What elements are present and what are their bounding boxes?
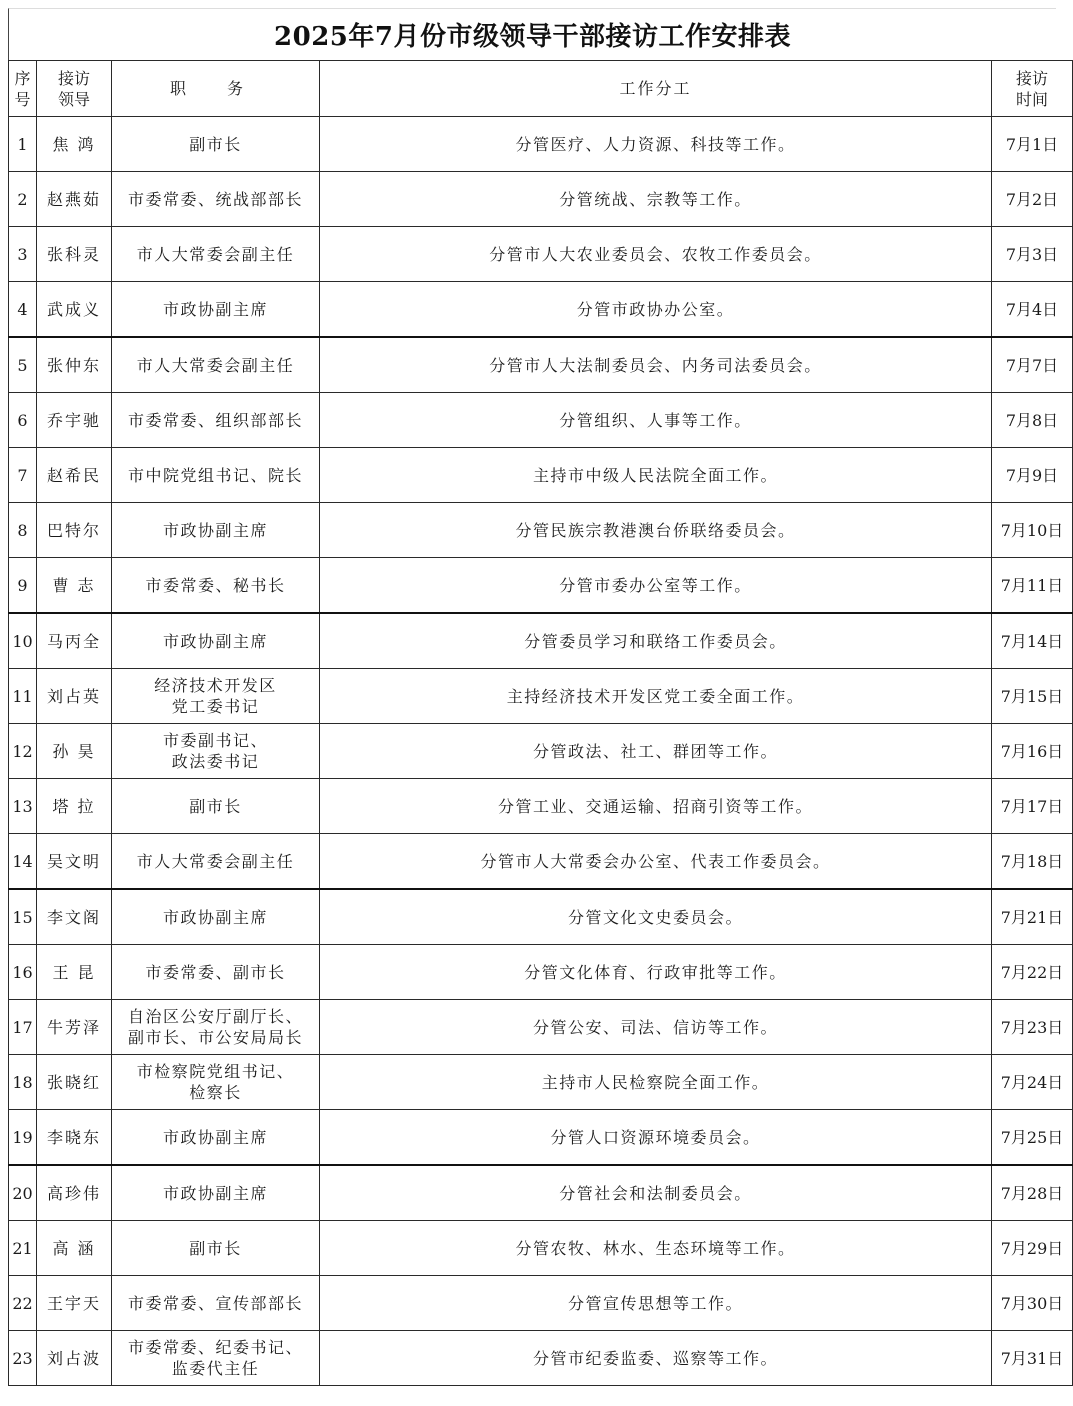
position-cell: [112, 227, 320, 282]
visit-date: 7月22日: [992, 945, 1073, 1000]
table-row: [9, 945, 1073, 1000]
duty-description: 分管市人大常委会办公室、代表工作委员会。: [320, 834, 992, 890]
position-line: 市委常委、统战部部长: [127, 189, 303, 209]
table-row: [9, 227, 1073, 282]
leader-name: 吴文明: [37, 834, 112, 890]
position-line: 副市长: [189, 134, 242, 154]
duty-description: 分管公安、司法、信访等工作。: [320, 1000, 992, 1055]
visit-date: 7月8日: [992, 393, 1073, 448]
duty-description: 分管工业、交通运输、招商引资等工作。: [320, 779, 992, 834]
duty-description: 分管市委办公室等工作。: [320, 558, 992, 614]
row-number: 22: [9, 1276, 37, 1331]
duty-description: 分管宣传思想等工作。: [320, 1276, 992, 1331]
duty-description: 主持市人民检察院全面工作。: [320, 1055, 992, 1110]
position-cell: [112, 1331, 320, 1386]
position-line: 市检察院党组书记、: [136, 1062, 295, 1081]
leader-name: 武成义: [37, 282, 112, 338]
position-line: 市委常委、副市长: [145, 962, 286, 982]
leader-name: 王 昆: [37, 945, 112, 1000]
leader-name: 高珍伟: [37, 1165, 112, 1221]
leader-name: 焦 鸿: [37, 117, 112, 172]
position-cell: [112, 669, 320, 724]
duty-description: 分管委员学习和联络工作委员会。: [320, 613, 992, 669]
position-line: 党工委书记: [171, 697, 260, 716]
visit-date: 7月24日: [992, 1055, 1073, 1110]
visit-date: 7月28日: [992, 1165, 1073, 1221]
leader-name: 乔宇驰: [37, 393, 112, 448]
position-line: 副市长: [189, 1238, 242, 1258]
position-line: 市政协副主席: [162, 1183, 268, 1203]
table-row: [9, 779, 1073, 834]
table-row: [9, 1165, 1073, 1221]
visit-date: 7月14日: [992, 613, 1073, 669]
row-number: 14: [9, 834, 37, 890]
position-cell: [112, 1055, 320, 1110]
visit-date: 7月4日: [992, 282, 1073, 338]
position-cell: [112, 172, 320, 227]
duty-description: 分管市纪委监委、巡察等工作。: [320, 1331, 992, 1386]
leader-name: 赵希民: [37, 448, 112, 503]
row-number: 1: [9, 117, 37, 172]
page-title: 2025年7月份市级领导干部接访工作安排表: [274, 22, 791, 52]
duty-description: 主持市中级人民法院全面工作。: [320, 448, 992, 503]
leader-name: 巴特尔: [37, 503, 112, 558]
duty-description: 分管民族宗教港澳台侨联络委员会。: [320, 503, 992, 558]
duty-description: 分管农牧、林水、生态环境等工作。: [320, 1221, 992, 1276]
table-row: [9, 1110, 1073, 1166]
row-number: 2: [9, 172, 37, 227]
visit-date: 7月1日: [992, 117, 1073, 172]
position-line: 市中院党组书记、院长: [127, 465, 303, 485]
visit-date: 7月21日: [992, 889, 1073, 945]
table-row: [9, 1331, 1073, 1386]
position-line: 市政协副主席: [162, 631, 268, 651]
position-cell: [112, 558, 320, 614]
leader-name: 牛芳泽: [37, 1000, 112, 1055]
visit-date: 7月11日: [992, 558, 1073, 614]
position-line: 市人大常委会副主任: [136, 851, 295, 871]
position-line: 市委常委、纪委书记、: [127, 1338, 303, 1357]
table-row: [9, 724, 1073, 779]
duty-description: 分管市人大农业委员会、农牧工作委员会。: [320, 227, 992, 282]
position-line: 市政协副主席: [162, 907, 268, 927]
table-row: [9, 448, 1073, 503]
table-row: [9, 1221, 1073, 1276]
row-number: 5: [9, 337, 37, 393]
position-cell: [112, 724, 320, 779]
header-time: 接访 时间: [992, 61, 1073, 117]
position-line: 市政协副主席: [162, 1127, 268, 1147]
position-line: 市人大常委会副主任: [136, 355, 295, 375]
table-row: [9, 1055, 1073, 1110]
duty-description: 分管组织、人事等工作。: [320, 393, 992, 448]
position-cell: [112, 1221, 320, 1276]
position-cell: [112, 779, 320, 834]
table-row: [9, 172, 1073, 227]
leader-name: 李晓东: [37, 1110, 112, 1166]
row-number: 17: [9, 1000, 37, 1055]
visit-date: 7月9日: [992, 448, 1073, 503]
table-row: [9, 558, 1073, 614]
row-number: 19: [9, 1110, 37, 1166]
duty-description: 分管人口资源环境委员会。: [320, 1110, 992, 1166]
table-row: [9, 613, 1073, 669]
row-number: 11: [9, 669, 37, 724]
row-number: 23: [9, 1331, 37, 1386]
position-cell: [112, 1276, 320, 1331]
leader-name: 孙 昊: [37, 724, 112, 779]
position-line: 监委代主任: [171, 1359, 260, 1378]
row-number: 7: [9, 448, 37, 503]
visit-date: 7月18日: [992, 834, 1073, 890]
leader-name: 李文阁: [37, 889, 112, 945]
visit-date: 7月15日: [992, 669, 1073, 724]
visit-date: 7月25日: [992, 1110, 1073, 1166]
position-cell: [112, 117, 320, 172]
duty-description: 分管文化文史委员会。: [320, 889, 992, 945]
position-line: 市委常委、组织部部长: [127, 410, 303, 430]
duty-description: 分管市人大法制委员会、内务司法委员会。: [320, 337, 992, 393]
position-cell: [112, 282, 320, 338]
row-number: 3: [9, 227, 37, 282]
visit-date: 7月7日: [992, 337, 1073, 393]
position-line: 市政协副主席: [162, 299, 268, 319]
row-number: 9: [9, 558, 37, 614]
visit-date: 7月16日: [992, 724, 1073, 779]
leader-name: 刘占波: [37, 1331, 112, 1386]
leader-name: 曹 志: [37, 558, 112, 614]
schedule-rows: [9, 117, 1073, 1386]
position-cell: [112, 834, 320, 890]
row-number: 10: [9, 613, 37, 669]
position-cell: [112, 1165, 320, 1221]
position-line: 副市长: [189, 796, 242, 816]
position-line: 市人大常委会副主任: [136, 244, 295, 264]
header-leader: 接访 领导: [37, 61, 112, 117]
leader-name: 王宇天: [37, 1276, 112, 1331]
visit-date: 7月23日: [992, 1000, 1073, 1055]
row-number: 16: [9, 945, 37, 1000]
duty-description: 分管文化体育、行政审批等工作。: [320, 945, 992, 1000]
row-number: 6: [9, 393, 37, 448]
row-number: 4: [9, 282, 37, 338]
table-row: [9, 282, 1073, 338]
leader-name: 张仲东: [37, 337, 112, 393]
visit-date: 7月17日: [992, 779, 1073, 834]
leader-name: 赵燕茹: [37, 172, 112, 227]
schedule-table: [8, 60, 1073, 1386]
visit-date: 7月3日: [992, 227, 1073, 282]
position-cell: [112, 889, 320, 945]
table-row: [9, 393, 1073, 448]
position-cell: [112, 1000, 320, 1055]
duty-description: 主持经济技术开发区党工委全面工作。: [320, 669, 992, 724]
table-row: [9, 669, 1073, 724]
position-line: 市委副书记、: [162, 731, 268, 750]
position-line: 市委常委、宣传部部长: [127, 1293, 303, 1313]
duty-description: 分管市政协办公室。: [320, 282, 992, 338]
table-header-row: [9, 61, 1073, 117]
position-line: 副市长、市公安局局长: [127, 1028, 303, 1047]
duty-description: 分管统战、宗教等工作。: [320, 172, 992, 227]
table-row: [9, 503, 1073, 558]
position-line: 政法委书记: [171, 752, 260, 771]
position-cell: [112, 1110, 320, 1166]
position-line: 自治区公安厅副厅长、: [127, 1007, 303, 1026]
leader-name: 刘占英: [37, 669, 112, 724]
table-row: [9, 1000, 1073, 1055]
leader-name: 塔 拉: [37, 779, 112, 834]
table-row: [9, 834, 1073, 890]
leader-name: 高 涵: [37, 1221, 112, 1276]
row-number: 20: [9, 1165, 37, 1221]
visit-date: 7月2日: [992, 172, 1073, 227]
visit-date: 7月30日: [992, 1276, 1073, 1331]
visit-date: 7月10日: [992, 503, 1073, 558]
table-row: [9, 889, 1073, 945]
duty-description: 分管政法、社工、群团等工作。: [320, 724, 992, 779]
header-no: 序 号: [9, 61, 37, 117]
row-number: 15: [9, 889, 37, 945]
leader-name: 马丙全: [37, 613, 112, 669]
leader-name: 张晓红: [37, 1055, 112, 1110]
position-line: 检察长: [189, 1083, 242, 1102]
duty-description: 分管医疗、人力资源、科技等工作。: [320, 117, 992, 172]
position-cell: [112, 393, 320, 448]
row-number: 18: [9, 1055, 37, 1110]
duty-description: 分管社会和法制委员会。: [320, 1165, 992, 1221]
row-number: 8: [9, 503, 37, 558]
position-cell: [112, 945, 320, 1000]
position-line: 市政协副主席: [162, 520, 268, 540]
row-number: 13: [9, 779, 37, 834]
header-duty: 工作分工: [320, 61, 992, 117]
position-cell: [112, 503, 320, 558]
visit-date: 7月31日: [992, 1331, 1073, 1386]
row-number: 12: [9, 724, 37, 779]
row-number: 21: [9, 1221, 37, 1276]
position-cell: [112, 337, 320, 393]
position-cell: [112, 448, 320, 503]
table-row: [9, 117, 1073, 172]
visit-date: 7月29日: [992, 1221, 1073, 1276]
position-line: 市委常委、秘书长: [145, 575, 286, 595]
position-cell: [112, 613, 320, 669]
title-bar: [8, 8, 1056, 60]
position-line: 经济技术开发区: [154, 676, 277, 695]
table-row: [9, 1276, 1073, 1331]
leader-name: 张科灵: [37, 227, 112, 282]
table-row: [9, 337, 1073, 393]
header-position: 职 务: [112, 61, 320, 117]
